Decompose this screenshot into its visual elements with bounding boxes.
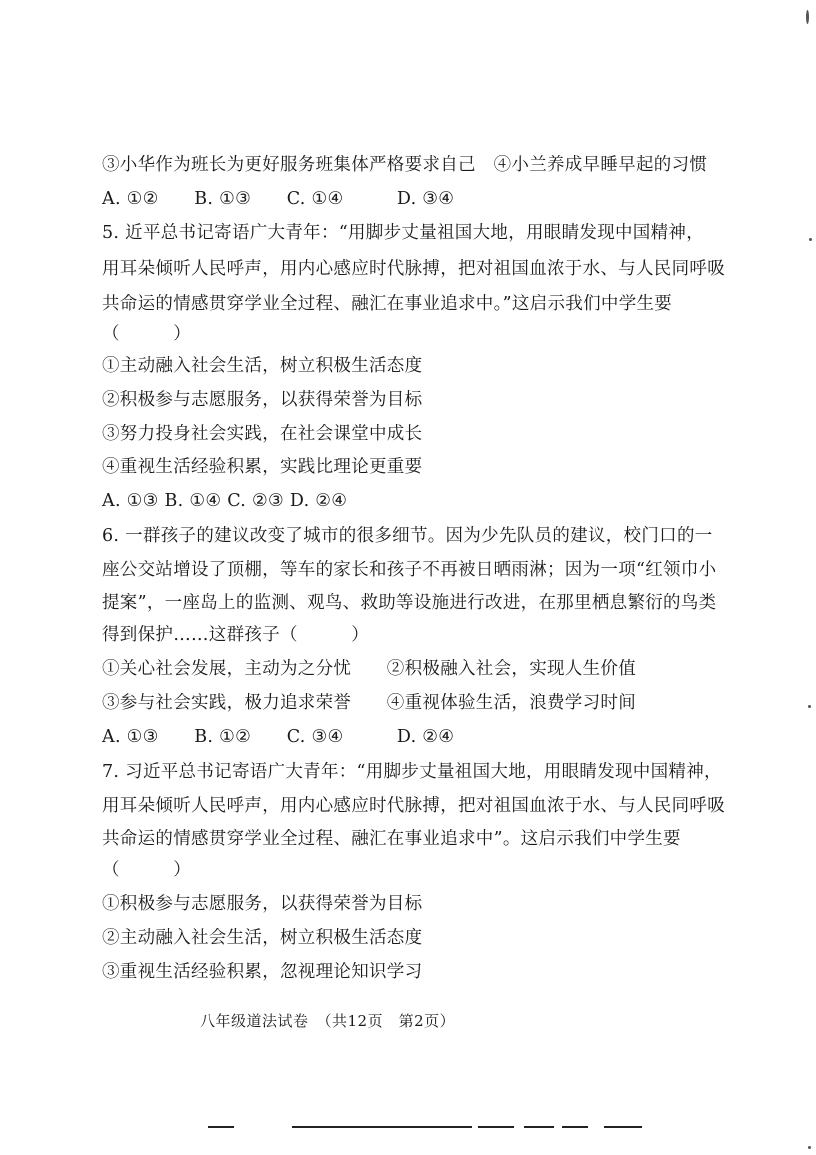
question-6-text: 座公交站增设了顶棚，等车的家长和孩子不再被日晒雨淋；因为一项“红领巾小 [102, 560, 717, 580]
page-footer: 八年级道法试卷 （共12页 第2页） [200, 1012, 456, 1030]
option-line: ②积极参与志愿服务，以获得荣誉为目标 [102, 390, 423, 410]
answer-choices: A. ①③ B. ①④ C. ②③ D. ②④ [102, 491, 348, 511]
answer-blank: （ ） [102, 324, 191, 344]
scan-noise [809, 238, 812, 241]
scan-noise [808, 705, 811, 708]
scan-artifact-line [524, 1126, 554, 1128]
question-5-text: 共命运的情感贯穿学业全过程、融汇在事业追求中。”这启示我们中学生要 [102, 294, 673, 314]
answer-choices: A. ①③ B. ①② C. ③④ D. ②④ [102, 727, 455, 747]
question-7-text: 共命运的情感贯穿学业全过程、融汇在事业追求中”。这启示我们中学生要 [102, 829, 681, 849]
option-line: ①主动融入社会生活，树立积极生活态度 [102, 356, 423, 376]
scan-artifact-line [478, 1126, 514, 1128]
question-6-text: 提案”，一座岛上的监测、观鸟、救助等设施进行改进，在那里栖息繁衍的鸟类 [102, 593, 717, 613]
scan-noise [806, 10, 809, 24]
scan-artifact-line [292, 1126, 472, 1128]
question-6-text: 6. 一群孩子的建议改变了城市的很多细节。因为少先队员的建议，校门口的一 [102, 526, 713, 546]
option-line: ④重视生活经验积累，实践比理论更重要 [102, 457, 423, 477]
option-line: ①关心社会发展，主动为之分忧 ②积极融入社会，实现人生价值 [102, 659, 636, 679]
option-line: ②主动融入社会生活，树立积极生活态度 [102, 928, 423, 948]
question-7-text: 7. 习近平总书记寄语广大青年：“用脚步丈量祖国大地，用眼睛发现中国精神， [102, 762, 722, 782]
option-line: ①积极参与志愿服务，以获得荣誉为目标 [102, 894, 423, 914]
question-5-text: 5. 近平总书记寄语广大青年：“用脚步丈量祖国大地，用眼睛发现中国精神， [102, 223, 705, 243]
option-line: ③参与社会实践，极力追求荣誉 ④重视体验生活，浪费学习时间 [102, 693, 636, 713]
answer-choices: A. ①② B. ①③ C. ①④ D. ③④ [102, 189, 455, 209]
question-6-text: 得到保护……这群孩子（ ） [102, 625, 369, 645]
scan-noise [808, 1146, 811, 1149]
scan-artifact-line [604, 1126, 642, 1128]
question-7-text: 用耳朵倾听人民呼声，用内心感应时代脉搏，把对祖国血浓于水、与人民同呼吸 [102, 796, 725, 816]
option-line: ③重视生活经验积累，忽视理论知识学习 [102, 962, 423, 982]
answer-blank: （ ） [102, 860, 191, 880]
question-5-text: 用耳朵倾听人民呼声，用内心感应时代脉搏，把对祖国血浓于水、与人民同呼吸 [102, 259, 725, 279]
scan-artifact-line [208, 1126, 234, 1128]
option-line: ③小华作为班长为更好服务班集体严格要求自己 ④小兰养成早睡早起的习惯 [102, 155, 708, 175]
option-line: ③努力投身社会实践，在社会课堂中成长 [102, 424, 423, 444]
scan-artifact-line [562, 1126, 588, 1128]
